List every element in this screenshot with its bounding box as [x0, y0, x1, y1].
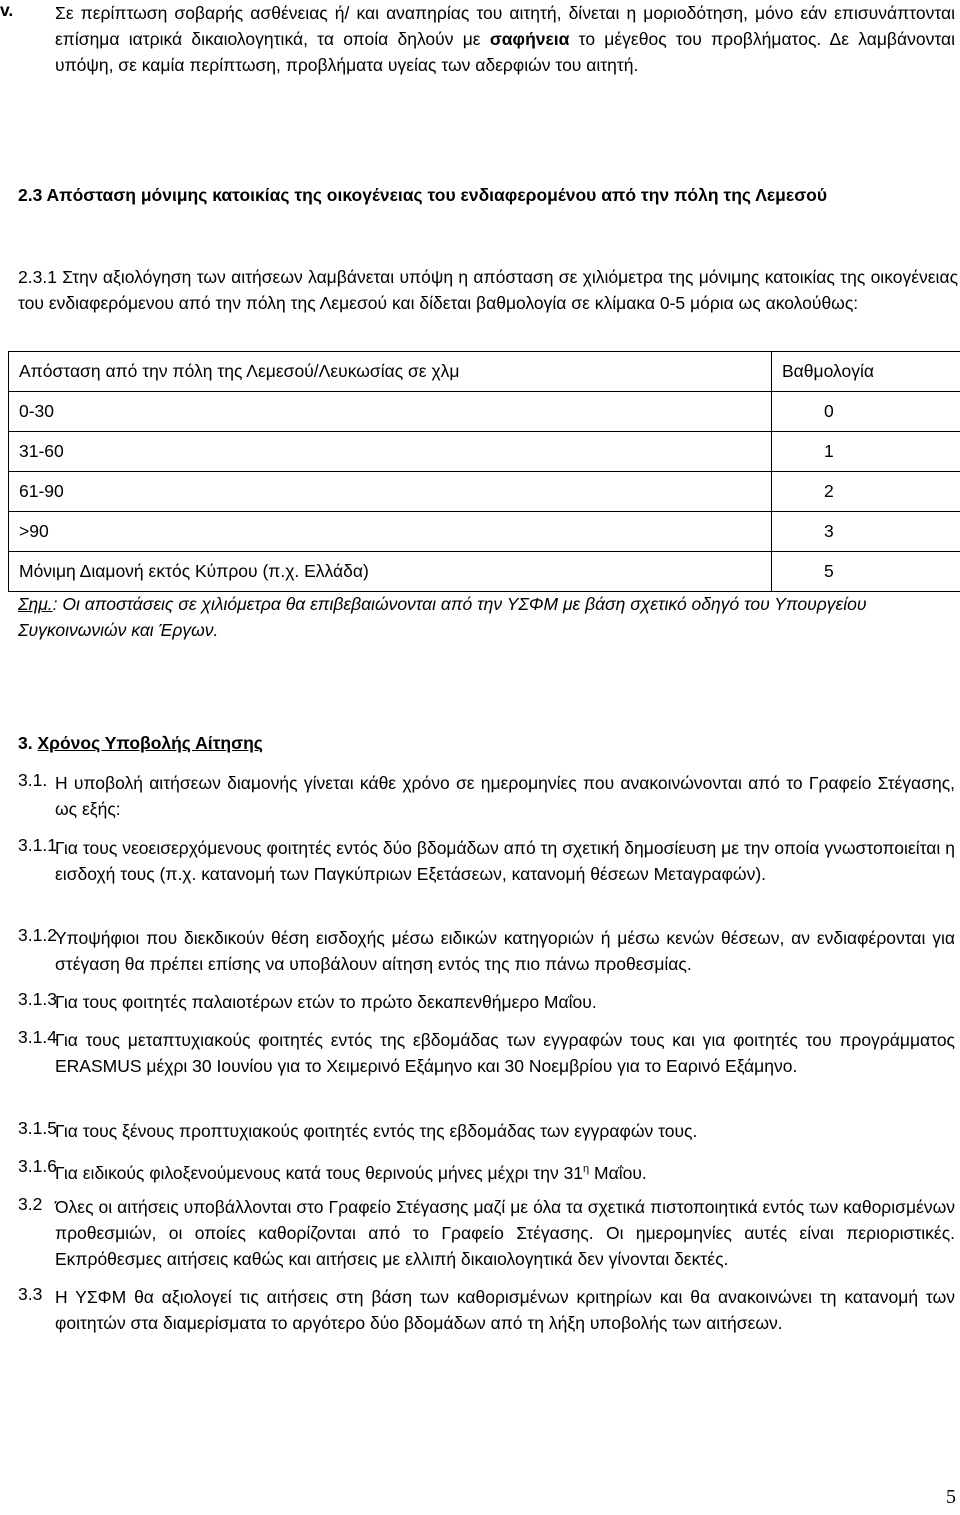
item-number: 3.1.6	[18, 1156, 57, 1176]
item-v-text-pre: Σε περίπτωση σοβαρής ασθένειας ή/ και αναπηρίας του αιτητή, δίνεται η μοριοδότηση, μόνο εάν επισυνάπτονται επίσημα ιατρικά δικαιολογητικά, τα οποία δηλούν με	[55, 3, 955, 49]
item-text: Για τους ξένους προπτυχιακούς φοιτητές εντός της εβδομάδας των εγγραφών τους.	[55, 1121, 698, 1141]
distance-score-table	[8, 351, 960, 592]
item-v-text-bold: σαφήνεια	[489, 29, 570, 49]
section-2-3-1-paragraph: 2.3.1 Στην αξιολόγηση των αιτήσεων λαμβάνεται υπόψη η απόσταση σε χιλιόμετρα της μόνιμης κατοικίας της οικογένειας του ενδιαφερόμενου από την πόλη της Λεμεσού και δίδεται βαθμολογία σε κλίμακα 0-5 μόρια ως ακολούθως:	[18, 267, 958, 313]
table-cell-distance: 31-60	[9, 432, 772, 472]
section-3-title: Χρόνος Υποβολής Αίτησης	[37, 733, 263, 753]
item-text: Για τους φοιτητές παλαιοτέρων ετών το πρώτο δεκαπενθήμερο Μαΐου.	[55, 992, 597, 1012]
item-text: Η υποβολή αιτήσεων διαμονής γίνεται κάθε χρόνο σε ημερομηνίες που ανακοινώνονται από το Γραφείο Στέγασης, ως εξής:	[55, 773, 955, 819]
table-cell-score: 2	[772, 472, 960, 512]
note-text: : Οι αποστάσεις σε χιλιόμετρα θα επιβεβαιώνονται από την ΥΣΦΜ με βάση σχετικό οδηγό του Υπουργείου Συγκοινωνιών και Έργων.	[18, 594, 867, 640]
item-text: Για τους μεταπτυχιακούς φοιτητές εντός της εβδομάδας των εγγραφών τους και για φοιτητές του προγράμματος ERASMUS μέχρι 30 Ιουνίου για το Χειμερινό Εξάμηνο και 30 Νοεμβρίου για το Εαρινό Εξάμηνο.	[55, 1030, 955, 1076]
table-header-row	[9, 352, 960, 392]
table-row	[9, 432, 960, 472]
table-cell-score: 1	[772, 432, 960, 472]
table-note	[18, 591, 960, 643]
section-3-number: 3.	[18, 733, 33, 753]
table-cell-distance: Μόνιμη Διαμονή εκτός Κύπρου (π.χ. Ελλάδα)	[9, 552, 772, 592]
item-v-text-post: το μέγεθος του προβλήματος. Δε λαμβάνονται υπόψη, σε καμία περίπτωση, προβλήματα υγείας των αδερφιών του αιτητή.	[55, 29, 956, 75]
item-number: 3.1.4	[18, 1027, 57, 1047]
item-text: Για τους νεοεισερχόμενους φοιτητές εντός δύο βδομάδων από τη σχετική δημοσίευση με την οποία γνωστοποιείται η εισδοχή τους (π.χ. κατανομή των Παγκύπριων Εξετάσεων, κατανομή θέσεων Μεταγραφών).	[55, 838, 955, 884]
item-number: 3.1.2	[18, 925, 57, 945]
table-cell-distance: 61-90	[9, 472, 772, 512]
item-text: Η ΥΣΦΜ θα αξιολογεί τις αιτήσεις στη βάση των καθορισμένων κριτηρίων και θα ανακοινώνει τη κατανομή των φοιτητών στα διαμερίσματα το αργότερο δύο βδομάδων από τη λήξη υποβολής των αιτήσεων.	[55, 1287, 955, 1333]
note-label: Σημ.	[18, 594, 53, 614]
table-row	[9, 392, 960, 432]
item-number: 3.3	[18, 1284, 43, 1304]
item-text-post: Μαΐου.	[589, 1162, 647, 1183]
table-row	[9, 472, 960, 512]
section-2-3-heading: 2.3 Απόσταση μόνιμης κατοικίας της οικογένειας του ενδιαφερομένου από την πόλη της Λεμεσού	[18, 185, 828, 205]
table-cell-score: 0	[772, 392, 960, 432]
table-header-score: Βαθμολογία	[772, 352, 960, 392]
item-number: 3.1.5	[18, 1118, 57, 1138]
item-number: 3.1.	[18, 770, 48, 790]
item-number: 3.1.3	[18, 989, 57, 1009]
item-v-marker: v.	[0, 0, 14, 20]
item-number: 3.1.1	[18, 835, 57, 855]
item-v-paragraph	[55, 0, 955, 78]
table-cell-score: 3	[772, 512, 960, 552]
item-number: 3.2	[18, 1194, 43, 1214]
item-text: Όλες οι αιτήσεις υποβάλλονται στο Γραφείο Στέγασης μαζί με όλα τα σχετικά πιστοποιητικά εντός των καθορισμένων προθεσμιών, οι οποίες καθορίζονται από το Γραφείο Στέγασης. Οι ημερομηνίες αυτές είναι περιοριστικές. Εκπρόθεσμες αιτήσεις καθώς και αιτήσεις με ελλιπή δικαιολογητικά δεν γίνονται δεκτές.	[55, 1197, 955, 1269]
table-row	[9, 552, 960, 592]
item-text-pre: Για ειδικούς φιλοξενούμενους κατά τους θερινούς μήνες μέχρι την 31	[55, 1162, 584, 1183]
table-cell-distance: >90	[9, 512, 772, 552]
page-number: 5	[946, 1486, 956, 1508]
ordinal-superscript: η	[583, 1163, 590, 1175]
table-row	[9, 512, 960, 552]
item-text: Υποψήφιοι που διεκδικούν θέση εισδοχής μέσω ειδικών κατηγοριών ή μέσω κενών θέσεων, αν ενδιαφέρονται για στέγαση θα πρέπει επίσης να υποβάλουν αίτηση εντός της πιο πάνω προθεσμίας.	[55, 928, 955, 974]
item-text	[55, 1156, 955, 1186]
table-cell-score: 5	[772, 552, 960, 592]
section-3-heading	[18, 733, 263, 754]
table-header-distance: Απόσταση από την πόλη της Λεμεσού/Λευκωσίας σε χλμ	[9, 352, 772, 392]
table-cell-distance: 0-30	[9, 392, 772, 432]
